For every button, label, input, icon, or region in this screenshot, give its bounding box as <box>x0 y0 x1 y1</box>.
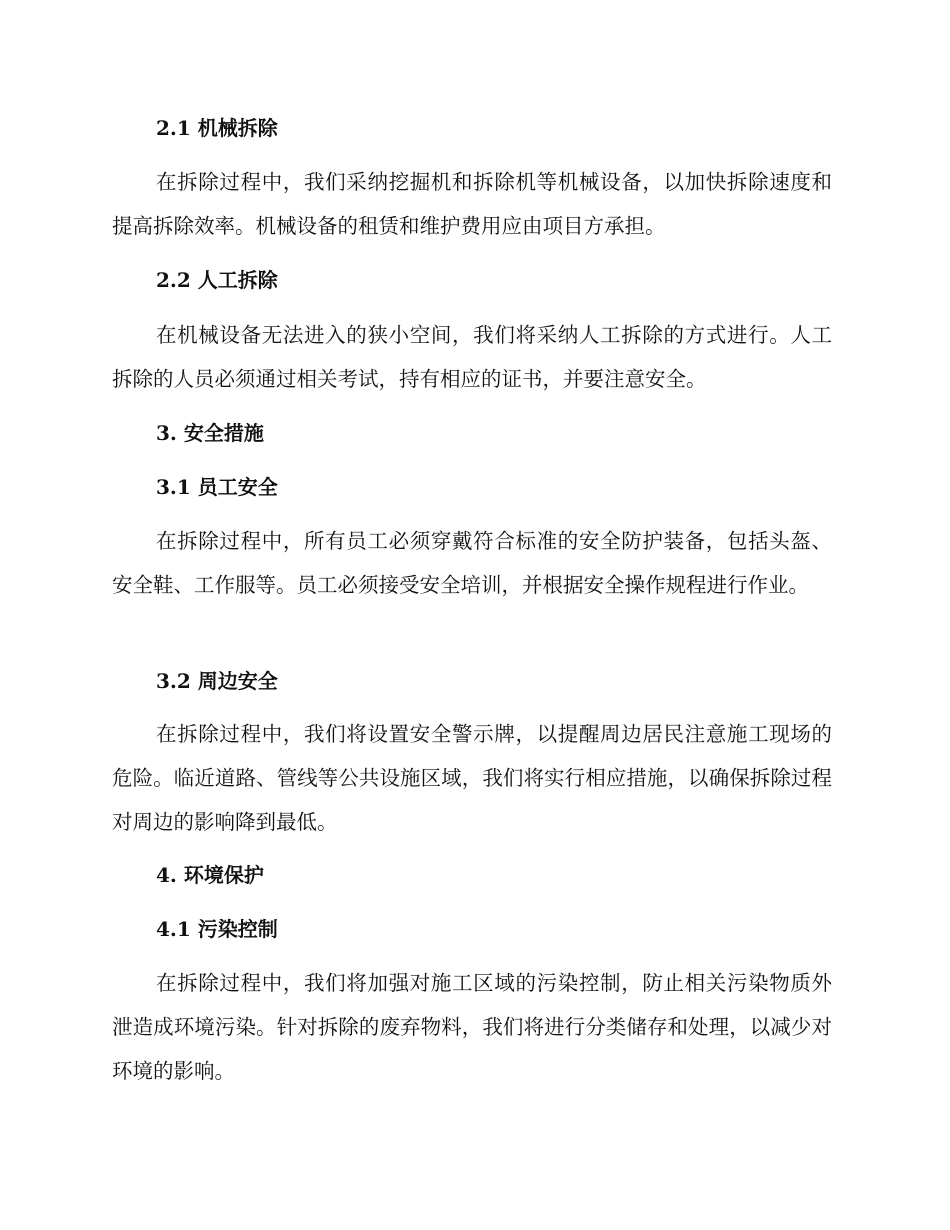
heading-4: 4. 环境保护 <box>156 863 264 887</box>
heading-3: 3. 安全措施 <box>156 421 264 445</box>
paragraph-manual-demolition: 在机械设备无法进入的狭小空间，我们将采纳人工拆除的方式进行。人工拆除的人员必须通过相关考试，持有相应的证书，并要注意安全。 <box>112 323 832 391</box>
paragraph-mechanical-demolition: 在拆除过程中，我们采纳挖掘机和拆除机等机械设备，以加快拆除速度和提高拆除效率。机械设备的租赁和维护费用应由项目方承担。 <box>112 170 832 238</box>
paragraph-surrounding-safety: 在拆除过程中，我们将设置安全警示牌，以提醒周边居民注意施工现场的危险。临近道路、管线等公共设施区域，我们将实行相应措施，以确保拆除过程对周边的影响降到最低。 <box>112 722 832 834</box>
paragraph-staff-safety: 在拆除过程中，所有员工必须穿戴符合标准的安全防护装备，包括头盔、安全鞋、工作服等。员工必须接受安全培训，并根据安全操作规程进行作业。 <box>112 529 832 597</box>
heading-3-2: 3.2 周边安全 <box>156 669 278 693</box>
heading-2-2: 2.2 人工拆除 <box>156 268 278 292</box>
heading-2-1: 2.1 机械拆除 <box>156 116 278 140</box>
paragraph-pollution-control: 在拆除过程中，我们将加强对施工区域的污染控制，防止相关污染物质外泄造成环境污染。针对拆除的废弃物料，我们将进行分类储存和处理，以减少对环境的影响。 <box>112 971 832 1083</box>
heading-3-1: 3.1 员工安全 <box>156 475 278 499</box>
heading-4-1: 4.1 污染控制 <box>156 917 278 941</box>
